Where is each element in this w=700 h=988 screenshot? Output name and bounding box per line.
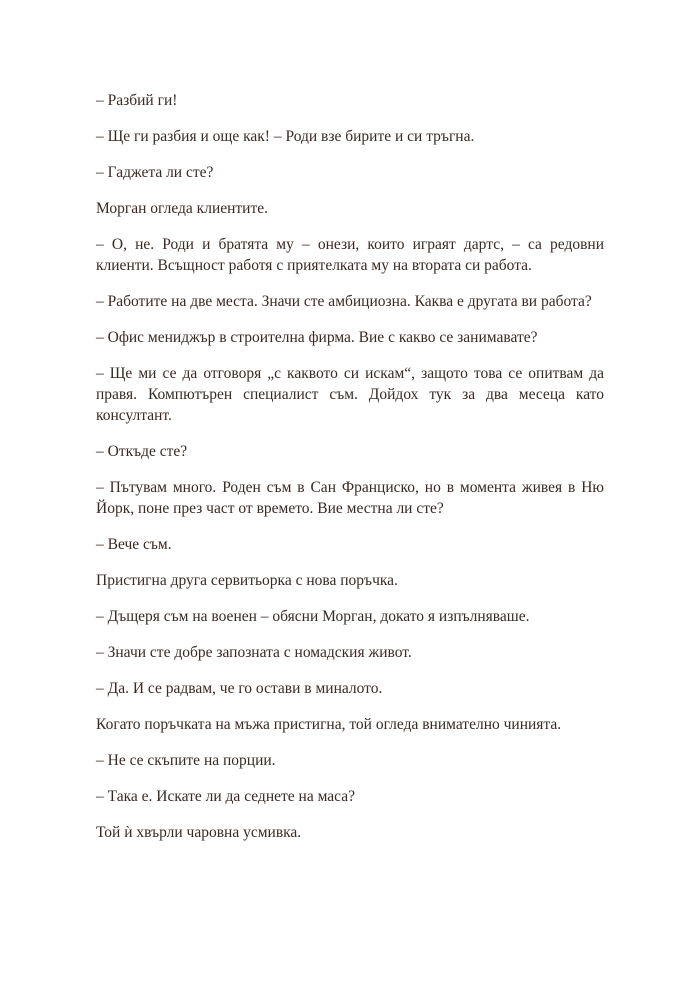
paragraph: – Не се скъпите на порции. — [96, 752, 276, 769]
paragraph: Морган огледа клиентите. — [96, 200, 269, 217]
paragraph: – Разбий ги! — [96, 92, 178, 109]
paragraph: – Офис мениджър в строителна фирма. Вие с какво се занимавате? — [96, 329, 538, 346]
paragraph: – О, не. Роди и братята му – онези, които играят дартс, – са редовни клиенти. Всъщност работя с приятелката му на втората си работа. — [96, 236, 604, 274]
paragraph: – Ще ми се да отговоря „с каквото си искам“, защото това се опитвам да правя. Компютърен специалист съм. Дойдох тук за два месеца като консултант. — [96, 365, 604, 424]
paragraph: – Вече съм. — [96, 536, 172, 553]
paragraph: – Пътувам много. Роден съм в Сан Франциско, но в момента живея в Ню Йорк, поне през част от времето. Вие местна ли сте? — [96, 479, 604, 517]
document-body — [96, 90, 604, 858]
paragraph: – Ще ги разбия и още как! – Роди взе бирите и си тръгна. — [96, 128, 475, 145]
paragraph: – Дъщеря съм на военен – обясни Морган, докато я изпълняваше. — [96, 608, 530, 625]
paragraph: – Така е. Искате ли да седнете на маса? — [96, 788, 355, 805]
paragraph: – Значи сте добре запозната с номадския живот. — [96, 644, 412, 661]
paragraph: Той ѝ хвърли чаровна усмивка. — [96, 824, 302, 841]
paragraph: Когато поръчката на мъжа пристигна, той огледа внимателно чинията. — [96, 716, 562, 733]
paragraph: – Работите на две места. Значи сте амбициозна. Каква е другата ви работа? — [96, 293, 592, 310]
paragraph: Пристигна друга сервитьорка с нова поръчка. — [96, 572, 398, 589]
paragraph: – Гаджета ли сте? — [96, 164, 214, 181]
paragraph: – Да. И се радвам, че го остави в миналото. — [96, 680, 383, 697]
paragraph: – Откъде сте? — [96, 443, 188, 460]
